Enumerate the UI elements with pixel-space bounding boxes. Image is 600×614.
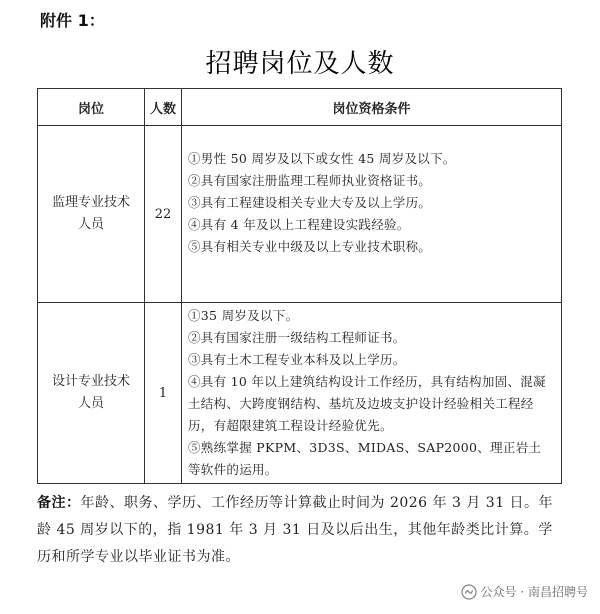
requirement-item: ①男性 50 周岁及以下或女性 45 周岁及以下。 — [188, 151, 456, 166]
watermark-text: 公众号 · 南昌招聘号 — [480, 585, 588, 599]
position-cell: 监理专业技术人员 — [38, 126, 145, 303]
table-row — [38, 126, 562, 303]
requirement-item: ①35 周岁及以下。 — [188, 308, 299, 323]
requirement-item: ②具有国家注册监理工程师执业资格证书。 — [188, 173, 432, 188]
column-header-count: 人数 — [145, 89, 182, 126]
requirement-item: ④具有 10 年以上建筑结构设计工作经历，具有结构加固、混凝土结构、大跨度钢结构、基坑及边坡支护设计经验相关工程经历，有超限建筑工程设计经验优先。 — [188, 374, 546, 433]
page-title: 招聘岗位及人数 — [205, 49, 395, 79]
table-row — [38, 303, 562, 484]
requirement-item: ③具有土木工程专业本科及以上学历。 — [188, 352, 406, 367]
note-label: 备注： — [37, 495, 81, 511]
requirement-item: ④具有 4 年及以上工程建设实践经验。 — [188, 217, 410, 232]
count-cell: 1 — [145, 303, 182, 484]
count-cell: 22 — [145, 126, 182, 303]
position-cell: 设计专业技术人员 — [38, 303, 145, 484]
requirements-cell — [182, 126, 562, 303]
requirements-cell — [182, 303, 562, 484]
requirement-item: ②具有国家注册一级结构工程师证书。 — [188, 330, 406, 345]
wechat-official-account-icon — [461, 584, 477, 600]
requirement-item: ⑤具有相关专业中级及以上专业技术职称。 — [188, 239, 432, 254]
note-text: 年龄、职务、学历、工作经历等计算截止时间为 2026 年 3 月 31 日。年龄 45 周岁以下的，指 1981 年 3 月 31 日及以后出生，其他年龄类比计算。学历和所学专业以毕业证书为准。 — [37, 495, 554, 565]
positions-table — [37, 88, 562, 484]
table-header-row — [38, 89, 562, 126]
requirement-item: ③具有工程建设相关专业大专及以上学历。 — [188, 195, 432, 210]
watermark — [461, 583, 588, 600]
requirement-item: ⑤熟练掌握 PKPM、3D3S、MIDAS、SAP2000、理正岩土等软件的运用。 — [188, 440, 542, 477]
column-header-position: 岗位 — [38, 89, 145, 126]
column-header-requirements: 岗位资格条件 — [182, 89, 562, 126]
note-paragraph — [37, 490, 567, 571]
attachment-label: 附件 1： — [40, 11, 105, 30]
